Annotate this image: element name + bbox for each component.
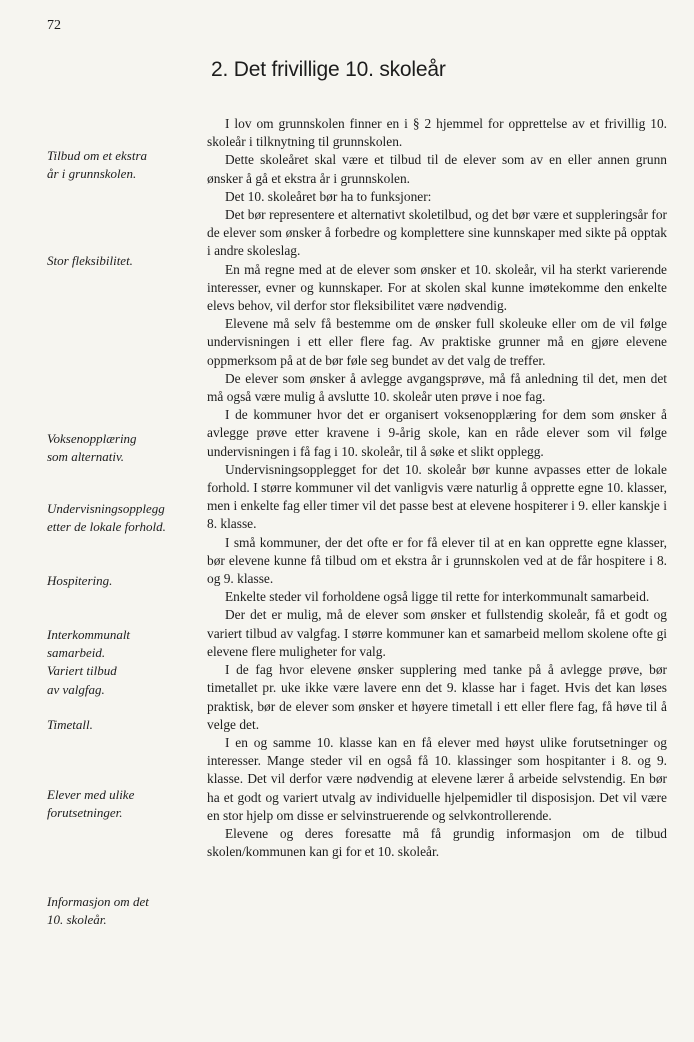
section-heading: 2. Det frivillige 10. skoleår [211, 58, 446, 81]
paragraph: Det 10. skoleåret bør ha to funksjoner: [225, 188, 432, 204]
margin-note: Informasjon om det 10. skoleår. [47, 894, 149, 928]
body-text [207, 115, 667, 861]
margin-note: Timetall. [47, 717, 93, 732]
paragraph: Det bør representere et alternativt skoletilbud, og det bør være et suppleringsår for de elever som ønsker å forbedre og komplettere sine kunnskaper med sikte på opptak i andre skoleslag. [207, 207, 667, 259]
paragraph: Enkelte steder vil forholdene også ligge til rette for interkommunalt samarbeid. [225, 589, 650, 605]
paragraph: I de fag hvor elevene ønsker supplering med tanke på å avlegge prøve, bør timetallet pr. uke ikke være lavere enn det 9. klasse har i faget. Hvis det kan løses praktisk, bør de elever som ønsker et høyere timetall i ett eller flere fag, få høve til å velge det. [207, 662, 667, 732]
margin-note: Stor fleksibilitet. [47, 253, 133, 268]
paragraph: I en og samme 10. klasse kan en få elever med høyst ulike forutsetninger og interesser. Mange steder vil en også få 10. klassinger som hospitanter i 8. og 9. klasse. Det vil derfor være nødvendig at elevene lærer å arbeide selvstendig. En bør ha et godt og variert utvalg av individuelle hjelpemidler til disposisjon. Det vil være en stor hjelp om disse er selvinstruerende og selvkontrollerende. [207, 734, 667, 823]
paragraph: I små kommuner, der det ofte er for få elever til at en kan opprette egne klasser, bør elevene kunne få tilbud om et ekstra år i grunnskolen ved at de får hospitere i 8. og 9. klasse. [207, 534, 667, 587]
margin-note: Tilbud om et ekstra år i grunnskolen. [47, 148, 148, 182]
margin-note: Elever med ulike forutsetninger. [47, 787, 135, 821]
paragraph: De elever som ønsker å avlegge avgangsprøve, må få anledning til det, men det må også være mulig å avslutte 10. skoleår uten prøve i noe fag. [207, 370, 667, 405]
paragraph: Der det er mulig, må de elever som ønsker et fullstendig skoleår, få et godt og variert tilbud av valgfag. I større kommuner kan et samarbeid mellom skolene ofte gi elevene flere muligheter for valg. [207, 607, 667, 659]
paragraph: Elevene og deres foresatte må få grundig informasjon om de tilbud skolen/kommunen kan gi for et 10. skoleår. [207, 825, 667, 860]
paragraph: Elevene må selv få bestemme om de ønsker full skoleuke eller om de vil følge undervisningen i ett eller flere fag. Av praktiske grunner må en gjøre elevene oppmerksom på at de bør føle seg bundet av det valg de treffer. [207, 316, 667, 368]
margin-note: Interkommunalt samarbeid. Variert tilbud av valgfag. [47, 627, 131, 697]
paragraph: Dette skoleåret skal være et tilbud til de elever som av en eller annen grunn ønsker å gå et ekstra år i grunnskolen. [207, 152, 667, 186]
paragraph: I de kommuner hvor det er organisert voksenopplæring for dem som ønsker å avlegge prøve etter kravene i 9-årig skole, kan en råde elever som vil følge undervisningen i få fag i 10. skoleår, til å søke et slikt opplegg. [207, 407, 667, 459]
margin-note: Undervisningsopplegg etter de lokale forhold. [47, 501, 166, 535]
margin-note: Voksenopplæring som alternativ. [47, 431, 137, 465]
paragraph: I lov om grunnskolen finner en i § 2 hjemmel for opprettelse av et frivillig 10. skoleår i tilknytning til grunnskolen. [207, 116, 667, 150]
page-number: 72 [47, 18, 61, 33]
paragraph: En må regne med at de elever som ønsker et 10. skoleår, vil ha sterkt varierende interesser, evner og kunnskaper. For at skolen skal kunne imøtekomme den enkelte elevs behov, vil derfor stor fleksibilitet være nødvendig. [207, 261, 667, 314]
paragraph: Undervisningsopplegget for det 10. skoleår bør kunne avpasses etter de lokale forhold. I større kommuner vil det vanligvis være naturlig å opprette egne 10. klasser, men i enkelte fag eller timer vil det passe best at elevene hospiterer i 9. eller kanskje i 8. klasse. [207, 461, 667, 532]
margin-note: Hospitering. [47, 573, 113, 588]
